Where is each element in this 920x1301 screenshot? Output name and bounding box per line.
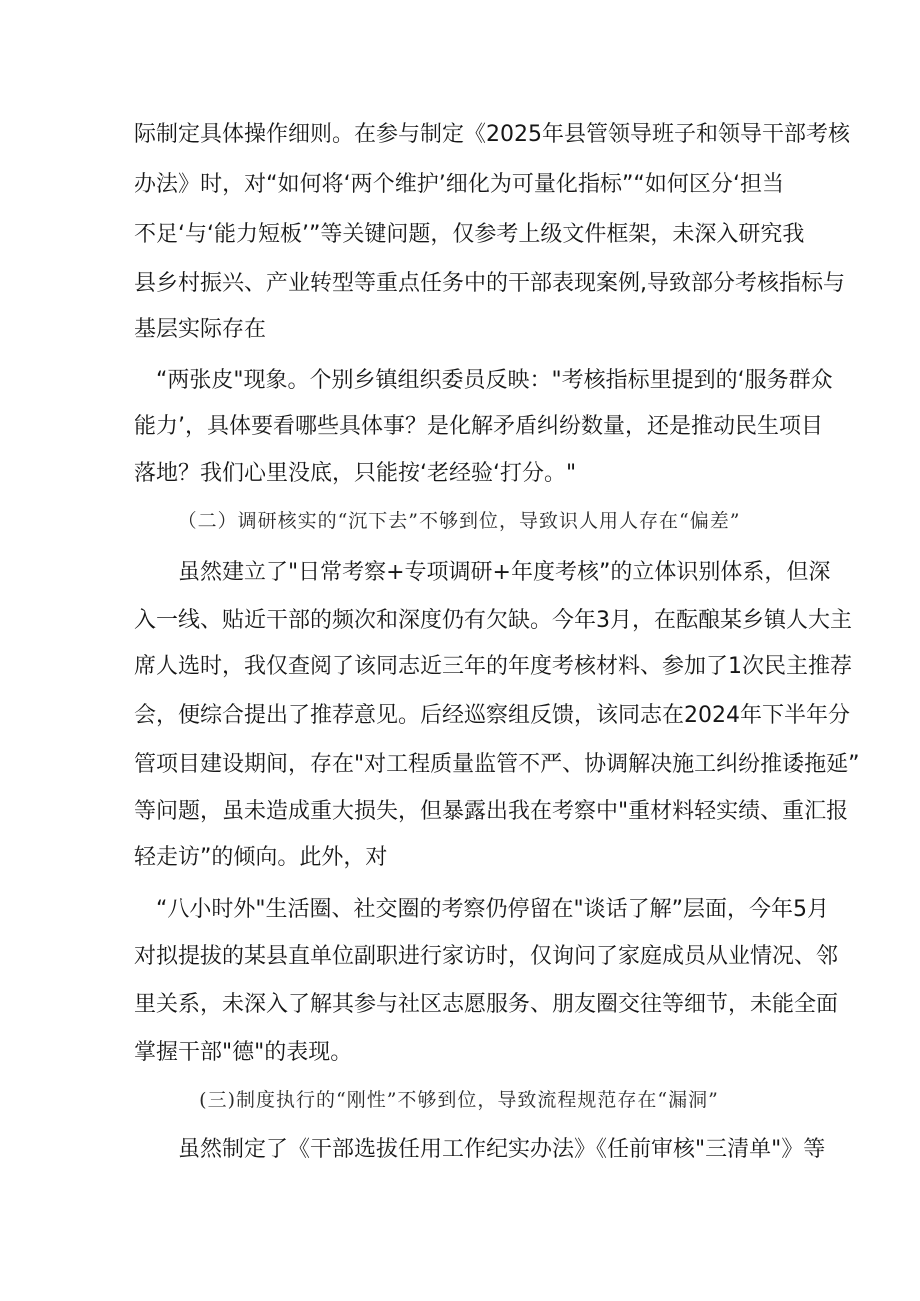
paragraph-line: 不足‘与‘能力短板’”等关键问题，仅参考上级文件框架，未深入研究我 (134, 222, 805, 247)
paragraph-line: 管项目建设期间，存在"对工程质量监管不严、协调解决施工纠纷推诿拖延” (134, 752, 860, 777)
paragraph-line: “两张皮"现象。个别乡镇组织委员反映："考核指标里提到的‘服务群众 (156, 368, 833, 393)
paragraph-line: 落地？我们心里没底，只能按‘老经验‘打分。" (134, 461, 577, 486)
paragraph-line: 会，便综合提出了推荐意见。后经巡察组反馈，该同志在2024年下半年分 (134, 703, 850, 728)
paragraph-line: 等问题，虽未造成重大损失，但暴露出我在考察中"重材料轻实绩、重汇报 (134, 799, 849, 824)
paragraph-line: 虽然建立了"日常考察+专项调研+年度考核”的立体识别体系，但深 (178, 560, 831, 585)
paragraph-line: 基层实际存在 (134, 317, 267, 342)
paragraph-line: 对拟提拔的某县直单位副职进行家访时，仅询问了家庭成员从业情况、邻 (134, 944, 839, 969)
paragraph-line: 虽然制定了《干部选拔任用工作纪实办法》《任前审核"三清单"》等 (178, 1137, 826, 1162)
paragraph-line: 轻走访”的倾向。此外，对 (134, 845, 388, 870)
paragraph-line: 席人选时，我仅查阅了该同志近三年的年度考核材料、参加了1次民主推荐 (134, 654, 852, 679)
paragraph-line: 入一线、贴近干部的频次和深度仍有欠缺。今年3月，在酝酿某乡镇人大主 (134, 608, 852, 633)
section-heading: (三)制度执行的“刚性”不够到位，导致流程规范存在“漏洞” (199, 1089, 719, 1111)
paragraph-line: 办法》时，对“如何将‘两个维护’细化为可量化指标”“如何区分‘担当 (134, 172, 784, 197)
paragraph-line: 掌握干部"德"的表现。 (134, 1040, 353, 1065)
paragraph-line: 里关系，未深入了解其参与社区志愿服务、朋友圈交往等细节，未能全面 (134, 992, 839, 1017)
paragraph-line: “八小时外"生活圈、社交圈的考察仍停留在"谈话了解”层面，今年5月 (156, 897, 830, 922)
section-heading: （二）调研核实的“沉下去”不够到位，导致识人用人存在“偏差” (177, 510, 741, 532)
paragraph-line: 能力’，具体要看哪些具体事？是化解矛盾纠纷数量，还是推动民生项目 (134, 414, 823, 439)
paragraph-line: 县乡村振兴、产业转型等重点任务中的干部表现案例,导致部分考核指标与 (134, 271, 845, 296)
paragraph-line: 际制定具体操作细则。在参与制定《2025年县管领导班子和领导干部考核 (134, 122, 850, 147)
